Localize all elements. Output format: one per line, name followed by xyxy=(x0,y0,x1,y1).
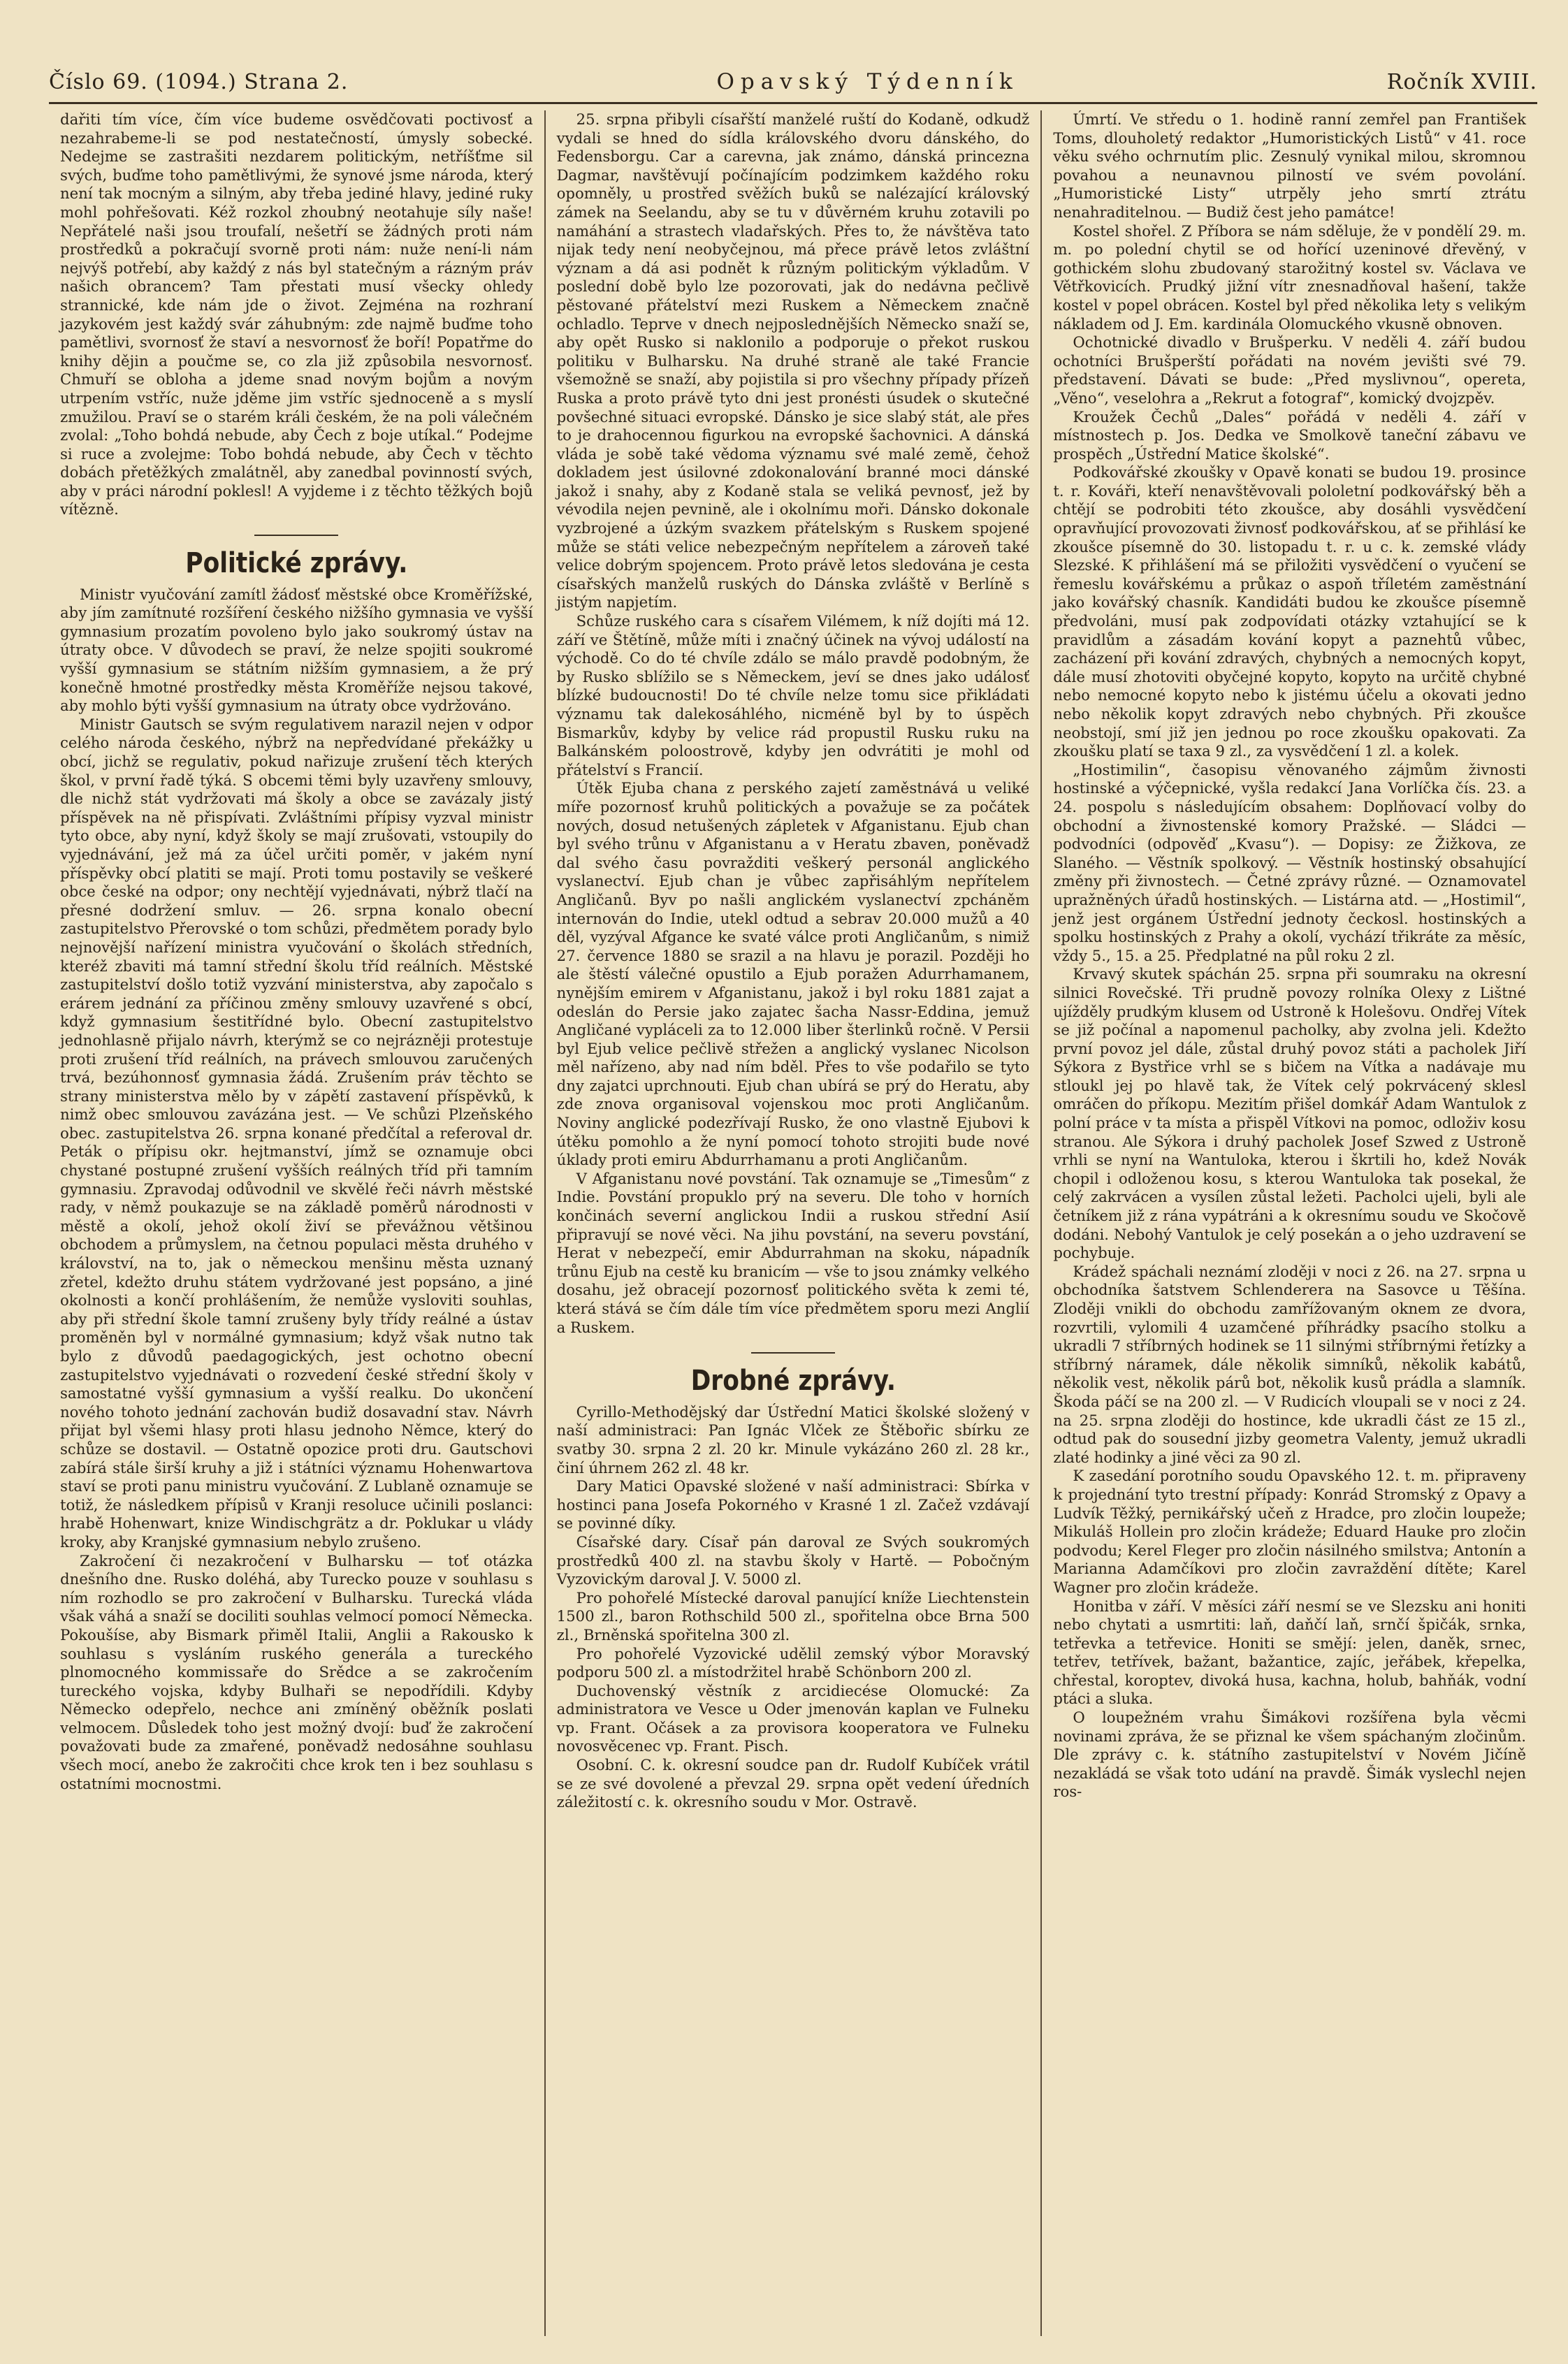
volume-number: Ročník XVIII. xyxy=(1386,69,1537,94)
news-item: Ministr Gautsch se svým regulativem narazil nejen v odpor celého národa českého, nýbrž na nepředvídané překážky u obcí, jichž se regulativ, pokud nařizuje zrušení těch kterých škol, v první řadě týká. S obcemi těmi byly uzavřeny smlouvy, dle nichž stát vydržovati má školy a obce se zavázaly jistý příspěvek na ně přispívati. Zvláštními přípisy vyzval ministr tyto obce, aby nyní, když školy se mají zrušovati, vstoupily do vyjednávání, jež má za účel určiti poměr, v jakém nyní příspěvky obcí platiti se mají. Proti tomu postavily se veškeré obce české na odpor; ony nechtějí vyjednávati, nýbrž tlačí na přesné dodržení smluv. — 26. srpna konalo obecní zastupitelstvo Přerovské o tom schůzi, předmětem porady bylo nejnovější nařízení ministra vyučování o školách středních, kteréž zbaviti má tamní střední školu tříd reálních. Městské zastupitelství došlo totiž vyzvání ministerstva, aby započalo s erárem jednání za příčinou změny smlouvy uzavřené s obcí, když gymnasium šestitřídné bylo. Obecní zastupitelstvo jednohlasně přijalo návrh, kterýmž se co nejrázněji protestuje proti zrušení tříd reálních, na právech smlouvou zaručených trvá, bezúhonnosť gymnasia žádá. Zrušením práv těchto se strany ministerstva mělo by v zápětí zastavení příspěvků, k nimž obec smlouvou zavázána jest. — Ve schůzi Plzeňského obec. zastupitelstva 26. srpna konané předčítal a referoval dr. Peták o přípisu okr. hejtmanství, jímž se oznamuje obci chystané postupné zrušení vyšších reálných tříd při tamním gymnasiu. Zpravodaj odůvodnil ve skvělé řeči návrh městské rady, v němž poukazuje se na základě poměrů národnosti v městě a okolí, jehož okolí živí se převážnou většinou obchodem a průmyslem, na četnou populaci města druhého v království, na to, jak o německou menšinu města uznaný zřetel, kdežto druhu státem vydržované jest popsáno, a jiné okolnosti a končí prohlášením, že nemůže vysloviti souhlas, aby při střední škole tamní zrušeny byly třídy reálné a ústav proměněn byl v normálné gymnasium; když však nutno tak bylo z důvodů paedagogických, jest ochotno obecní zastupitelstvo vyjednávati o rozvedení české střední školy v samostatné vyšší gymnasium a vyšší realku. Do ukončení nového tohoto jednání zachován budiž dosavadní stav. Návrh přijat byl všemi hlasy proti hlasu jednoho Němce, který do schůze se dostavil. — Ostatně opozice proti dru. Gautschovi zabírá stále širší kruhy a již i státníci významu Hohenwartova staví se proti panu ministru vyučování. Z Lublaně oznamuje se totiž, že následkem přípisů v Kranji resoluce učinili poslanci: hrabě Hohenwart, knize Windischgrätz a dr. Poklukar u vlády kroky, aby Kranjské gymnasium nebylo zrušeno. xyxy=(60,715,533,1551)
news-item: V Afganistanu nové povstání. Tak oznamuje se „Timesům“ z Indie. Povstání propuklo prý na severu. Dle toho v horních končinách severní anglickou Indii a ruskou střední Asií připravují se nové věci. Na jihu povstání, na severu povstání, Herat v nebezpečí, emir Abdurrahman na skoku, nápadník trůnu Ejub na cestě ku branicím — vše to jsou známky velkého dosahu, jež obracejí pozornosť politického světa k zemi té, která stává se čím dále tím více předmětem sporu mezi Anglií a Ruskem. xyxy=(556,1169,1030,1336)
news-item: Cyrillo-Methodějský dar Ústřední Matici školské složený v naší administraci: Pan Ignác Vlček ze Štěbořic sbírku ze svatby 30. srpna 2 zl. 20 kr. Minule vykázáno 260 zl. 28 kr., činí úhrnem 262 zl. 48 kr. xyxy=(556,1402,1030,1477)
page-header xyxy=(49,61,1537,104)
column-middle xyxy=(544,110,1041,2336)
news-item: Úmrtí. Ve středu o 1. hodině ranní zemřel pan František Toms, dlouholetý redaktor „Humoristických Listů“ v 41. roce věku svého ochrnutím plic. Zesnulý vynikal milou, skromnou povahou a neunavnou pilností ve svém povolání. „Humoristické Listy“ utrpěly jeho smrtí ztrátu nenahraditelnou. — Budiž čest jeho památce! xyxy=(1053,110,1527,221)
news-item: Schůze ruského cara s císařem Vilémem, k níž dojíti má 12. září ve Štětíně, může míti i značný účinek na vývoj událostí na východě. Co do té chvíle zdálo se málo pravdě podobným, že by Rusko sblížilo se s Německem, jeví se dnes jako událosť blízké budoucnosti! Do té chvíle nelze tomu sice přikládati významu tak dalekosáhlého, nicméně byl by to úspěch Bismarkův, kdyby by velice rád propustil Rusku ruku na Balkánském poloostrově, kdyby jen odvrátiti je mohl od přátelství s Francií. xyxy=(556,612,1030,778)
news-item: Osobní. C. k. okresní soudce pan dr. Rudolf Kubíček vrátil se ze své dovolené a převzal 29. srpna opět vedení úředních záležitostí c. k. okresního soudu v Mor. Ostravě. xyxy=(556,1756,1030,1811)
news-item: Útěk Ejuba chana z perského zajetí zaměstnává u veliké míře pozornosť kruhů politických a považuje se za počátek nových, dosud netušených zápletek v Afganistanu. Ejub chan byl svého trůnu v Afganistanu a v Heratu zbaven, poněvadž dal svého času povražditi veškerý personál anglického vyslanectví. Ejub chan je vůbec zapřisáhlým nepřítelem Angličanů. Byv po našli anglickém vyslanectví zpcháněm internován do Indie, utekl odtud a sebrav 20.000 mužů a 40 děl, vyzýval Afgance ke svaté válce proti Angličanům, s nimiž 27. července 1880 se srazil a na hlavu je porazil. Později ho ale štěstí válečné opustilo a Ejub poražen Adurrhamanem, nynějším emirem v Afganistanu, jakož i byl roku 1881 zajat a odeslán do Persie jako zajatec šacha Nassr-Eddina, jemuž Angličané vypláceli za to 12.000 liber šterlinků ročně. V Persii byl Ejub velice pečlivě střežen a anglický vyslanec Nicolson měl nařízeno, aby nad ním bděl. Přes to vše podařilo se tyto dny zajatci uprchnouti. Ejub chan ubírá se prý do Heratu, aby zde znova organisoval vojenskou moc proti Angličanům. Noviny anglické podezřívají Rusko, že ono vlastně Ejubovi k útěku pomohlo a že nyní pomocí tohoto strojiti bude nové úklady proti emiru Abdurrhamanu a proti Angličanům. xyxy=(556,779,1030,1169)
news-item: Kroužek Čechů „Dales“ pořádá v neděli 4. září v místnostech p. Jos. Dedka ve Smolkově taneční zábavu ve prospěch „Ústřední Matice školské“. xyxy=(1053,407,1527,463)
column-left xyxy=(49,110,544,2336)
news-item: Císařské dary. Císař pán daroval ze Svých soukromých prostředků 400 zl. na stavbu školy v Hartě. — Pobočným Vyzovickým daroval J. V. 5000 zl. xyxy=(556,1532,1030,1588)
news-item: Duchovenský věstník z arcidiecése Olomucké: Za administratora ve Vesce u Oder jmenován kaplan ve Fulneku vp. Frant. Očásek a za provisora kooperatora ve Fulneku novosvěcenec vp. Frant. Pisch. xyxy=(556,1681,1030,1755)
section-title-short-news: Drobné zprávy. xyxy=(690,1365,896,1398)
news-item: Krádež spáchali neznámí zloději v noci z 26. na 27. srpna u obchodníka šatstvem Schlenderera na Sasovce u Těšína. Zloději vnikli do obchodu zamřížovaným oknem ze dvora, rozvrtili, vylomili 4 uzamčené příhrádky psacího stolku a ukradli 7 stříbrných hodinek se 11 silnými stříbrnými řetízky a stříbrný náramek, dále několik simníků, několik kabátů, několik vest, několik párů bot, několik kusů prádla a slamník. Škoda páčí se na 200 zl. — V Rudicích vloupali se v noci z 24. na 25. srpna zloději do hostince, kde ukradli část ze 15 zl., odtud pak do sousední jizby geometra Valenty, jemuž ukradli zlaté hodinky a jiné věci za 90 zl. xyxy=(1053,1262,1527,1466)
article-continuation: dařiti tím více, čím více budeme osvědčovati poctivosť a nezahrabeme-li se pod nestatečností, úmysly sobecké. Nedejme se zastrašiti nezdarem politickým, netříšťme sil svých, buďme toho pamětlivými, že synové jsme národa, který není tak mocným a silným, aby třeba jediné hlavy, jediné ruky mohl pohřešovati. Kéž rozkol zhoubný neotahuje síly naše! Nepřátelé naši jsou troufalí, nešetří se žádných proti nám prostředků a pokračují svorně proti nám: nuže není-li nám nejvýš potřebí, aby každý z nás byl statečným a rázným práv našich obrancem? Tam přestati musí všecky ohledy strannické, kde nám jde o život. Zejména na rozhraní jazykovém jest každý svár záhubným: zde najmě buďme toho pamětlivi, svornosť že staví a nesvornosť že boří! Popatřme do knihy dějin a poučme se, co zla již způsobila nesvornosť. Chmuří se obloha a jdeme snad novým bojům a novým utrpením vstříc, nuže jděme jim vstříc sjednoceně a s myslí zmužilou. Praví se o starém králi českém, že na poli válečném zvolal: „Toho bohdá nebude, aby Čech z boje utíkal.“ Podejme si ruce a zvolejme: Tobo bohdá nebude, aby Čech v těchto dobách přetěžkých zmalátněl, aby zanedbal povinností svých, aby v práci národní poklesl! A vyjdeme i z těchto těžkých bojů vítězně. xyxy=(60,110,533,519)
news-item: Zakročení či nezakročení v Bulharsku — toť otázka dnešního dne. Rusko doléhá, aby Turecko pouze v souhlasu s ním rozhodlo se pro zakročení v Bulharsku. Turecká vláda však váhá a snaží se dociliti souhlas velmocí pomocí Německa. Pokoušíse, aby Bismark přiměl Italii, Anglii a Rakousko k souhlasu s vysláním ruského generála a tureckého plnomocného kommissaře do Srědce a se zakročením tureckého vojska, kdyby Bulhaři se nepodřídili. Kdyby Německo odepřelo, nechce ani zmíněný oběžník poslati velmocem. Důsledek toho jest možný dvojí: buď že zakročení považovati bude za zmařené, poněvadž nedosáhne souhlasu všech mocí, anebo že zakročiti chce krok ten i bez souhlasu s ostatními mocnostmi. xyxy=(60,1551,533,1792)
news-item: Pro pohořelé Místecké daroval panující kníže Liechtenstein 1500 zl., baron Rothschild 500 zl., spořitelna obce Brna 500 zl., Brněnská spořitelna 300 zl. xyxy=(556,1588,1030,1644)
news-item: Honitba v září. V měsíci září nesmí se ve Slezsku ani honiti nebo chytati a usmrtiti: laň, daňčí laň, srnčí špičák, srnka, tetřevka a tetřevice. Honiti se smějí: jelen, daněk, srnec, tetřev, tetřívek, bažant, bažantice, zajíc, jeřábek, křepelka, chřestal, koroptev, divoká husa, kachna, holub, bahňák, vodní ptáci a sluka. xyxy=(1053,1597,1527,1708)
divider xyxy=(751,1352,835,1354)
news-item: „Hostimilin“, časopisu věnovaného zájmům živnosti hostinské a výčepnické, vyšla redakcí Jana Vorlíčka čís. 23. a 24. pospolu s následujícím obsahem: Doplňovací volby do obchodní a živnostenské komory Pražské. — Sládci — podvodníci (odpověď „Kvasu“). — Dopisy: ze Žižkova, ze Slaného. — Věstník spolkový. — Věstník hostinský obsahující změny při živnostech. — Četné zprávy různé. — Oznamovatel upražněných úřadů hostinských. — Listárna atd. — „Hostimil“, jenž jest orgánem Ústřední jednoty čeckosl. hostinských a spolku hostinských z Prahy a okolí, vychází třikráte za měsíc, vždy 5., 15. a 25. Předplatné na půl roku 2 zl. xyxy=(1053,760,1527,964)
news-item: K zasedání porotního soudu Opavského 12. t. m. připraveny k projednání tyto trestní případy: Konrád Stromský z Opavy a Ludvík Těžký, pernikářský učeň z Hradce, pro zločin loupeže; Mikuláš Hollein pro zločin krádeže; Eduard Hauke pro zločin podvodu; Kerel Fleger pro zločin násilného smilstva; Antonín a Marianna Adamčíkovi pro zločin zavraždění dítěte; Karel Wagner pro zločin krádeže. xyxy=(1053,1467,1527,1596)
news-item: 25. srpna přibyli císařští manželé ruští do Kodaně, odkudž vydali se hned do sídla královského dvoru dánského, do Fedensborgu. Car a carevna, jak známo, dánská princezna Dagmar, navštěvují počínajícím podzimkem každého roku opomněly, u prostřed svěžích buků se nalézající královský zámek na Seelandu, aby se tu v důvěrném kruhu zotavili po namáhání a strastech vladařských. Přes to, že návštěva tato nijak tedy není neobyčejnou, má přece právě letos zvláštní význam a dá asi podnět k různým politickým výkladům. V poslední době bylo lze pozorovati, jak do nedávna pečlivě pěstované přátelství mezi Ruskem a Německem značně ochladlo. Teprve v dnech nejposlednějších Německo snaží se, aby opět Rusko si naklonilo a podporuje o překot ruskou politiku v Bulharsku. Na druhé straně ale také Francie všemožně se snaží, aby pojistila si pro všechny případy přízeň Ruska a proto právě tyto dni jest pronésti úsudek o skutečné povšechné situaci evropské. Dánsko je sice slabý stát, ale přes to je drahocennou figurkou na evropské šachovnici. A dánská vláda je sobě také vědoma významu své malé země, čehož dokladem jest úsilovné zdokonalování branné moci dánské jakož i snahy, aby z Kodaně stala se veliká pevnosť, jež by vévodila nejen pevnině, ale i okolnímu moři. Dánsko dokonale vyzbrojené a úzkým svazkem přátelským s Ruskem spojené může se státi velice nebezpečným nepřítelem a zároveň také velice dobrým spojencem. Proto právě letos sledována je cesta císařských manželů ruských do Dánska zvláště v Berlíně s jistým napjetím. xyxy=(556,110,1030,611)
news-item: Kostel shořel. Z Příbora se nám sděluje, že v pondělí 29. m. m. po polední chytil se od hořící uzeninové dřevěný, v gothickém slohu zbudovaný starožitný kostel sv. Václava ve Větřkovicích. Prudký jižní vítr znesnadňoval hašení, takže kostel v popel obrácen. Kostel byl před několika lety s velikým nákladem od J. Em. kardinála Olomuckého vkusně obnoven. xyxy=(1053,222,1527,333)
section-title-political: Politické zprávy. xyxy=(185,547,408,580)
column-right xyxy=(1040,110,1537,2336)
news-item: Dary Matici Opavské složené v naší administraci: Sbírka v hostinci pana Josefa Pokorného v Krasné 1 zl. Začež vzdávají se povinné díky. xyxy=(556,1477,1030,1532)
news-item: Krvavý skutek spáchán 25. srpna při soumraku na okresní silnici Rovečské. Tři prudně povozy rolníka Olexy z Lištné ujížděly prudkým klusem od Ustroně k Holešovu. Ondřej Vítek se již počínal a napomenul pacholky, aby zvolna jeli. Kdežto první povoz jel dále, zůstal druhý povoz státi a pacholek Jiří Sýkora z Bystřice vrhl se s bičem na Vítka a nadávaje mu stloukl jej po hlavě tak, že Vítek celý pokrvácený sklesl omráčen do příkopu. Mezitím přišel domkář Adam Wantulok z polní práce v ta místa a přispěl Vítkovi na pomoc, odloživ kosu stranou. Ale Sýkora i druhý pacholek Josef Szwed z Ustroně vrhli se nyní na Wantuloka, kterou i škrtili ho, kdež Novák chopil i odloženou kosu, s kterou Wantuloka tak posekal, že celý zakrvácen a vysílen zůstal ležeti. Pacholci ujeli, byli ale četníkem již z rána vypátráni a k okresnímu soudu ve Skočově dodáni. Nebohý Vantulok je celý posekán a o jeho uzdravení se pochybuje. xyxy=(1053,965,1527,1262)
news-item: Podkovářské zkoušky v Opavě konati se budou 19. prosince t. r. Kováři, kteří nenavštěvovali pololetní podkovářský běh a chtějí se podrobiti této zkoušce, aby dosáhli vysvědčení opravňující provozovati živnosť podkovářskou, ať se přihlásí ke zkoušce písemně do 30. listopadu t. r. u c. k. zemské vlády Slezské. K přihlášení má se přiložiti vysvědčení o vyučení se řemeslu kovářskému a průkaz o aspoň tříletém zaměstnání jako kovářský chasník. Kandidáti budou ke zkoušce písemně předvoláni, musí pak zodpovídati otázky vztahující se k pravidlům a zásadám kování kopyt a paznehtů vůbec, zacházení při kování zdravých, chybných a nemocných kopyt, dále musí zhotoviti obyčejné kopyto, kopyto na určitě chybné nebo nemocné kopyto nebo k jistému účelu a okovati jedno nebo několik kopyt zdravých nebo chybných. Při zkoušce neobstojí, smí již jen jednou po roce zkoušku opakovati. Za zkoušku platí se taxa 9 zl., za vysvědčení 1 zl. a kolek. xyxy=(1053,463,1527,760)
issue-number: Číslo 69. (1094.) Strana 2. xyxy=(49,69,349,94)
news-item: Pro pohořelé Vyzovické udělil zemský výbor Moravský podporu 500 zl. a místodržitel hrabě Schönborn 200 zl. xyxy=(556,1644,1030,1681)
masthead-title: Opavský Týdenník xyxy=(716,69,1019,94)
news-item: Ministr vyučování zamítl žádosť městské obce Kroměřížské, aby jím zamítnuté rozšíření českého nižšího gymnasia ve vyšší gymnasium prozatím povoleno bylo jako soukromý ústav na útraty obce. V důvodech se praví, že nelze spojiti soukromé vyšší gymnasium se státním nižším gymnasiem, a že prý konečně hmotné prostředky města Kroměříže nejsou takové, aby mohlo býti vyšší gymnasium na útraty obce vydržováno. xyxy=(60,585,533,715)
divider xyxy=(254,535,338,536)
news-item: O loupežném vrahu Šimákovi rozšířena byla věcmi novinami zpráva, že se přiznal ke všem spáchaným zločinům. Dle zprávy c. k. státního zastupitelství v Novém Jičíně nezakládá se však toto udání na pravdě. Šimák vyslechl nejen ros- xyxy=(1053,1709,1527,1801)
news-item: Ochotnické divadlo v Brušperku. V neděli 4. září budou ochotníci Brušperští pořádati na novém jevišti své 79. představení. Dávati se bude: „Před myslivnou“, opereta, „Věno“, veselohra a „Rekrut a fotograf“, komický dvojzpěv. xyxy=(1053,333,1527,407)
article-columns xyxy=(49,110,1537,2336)
